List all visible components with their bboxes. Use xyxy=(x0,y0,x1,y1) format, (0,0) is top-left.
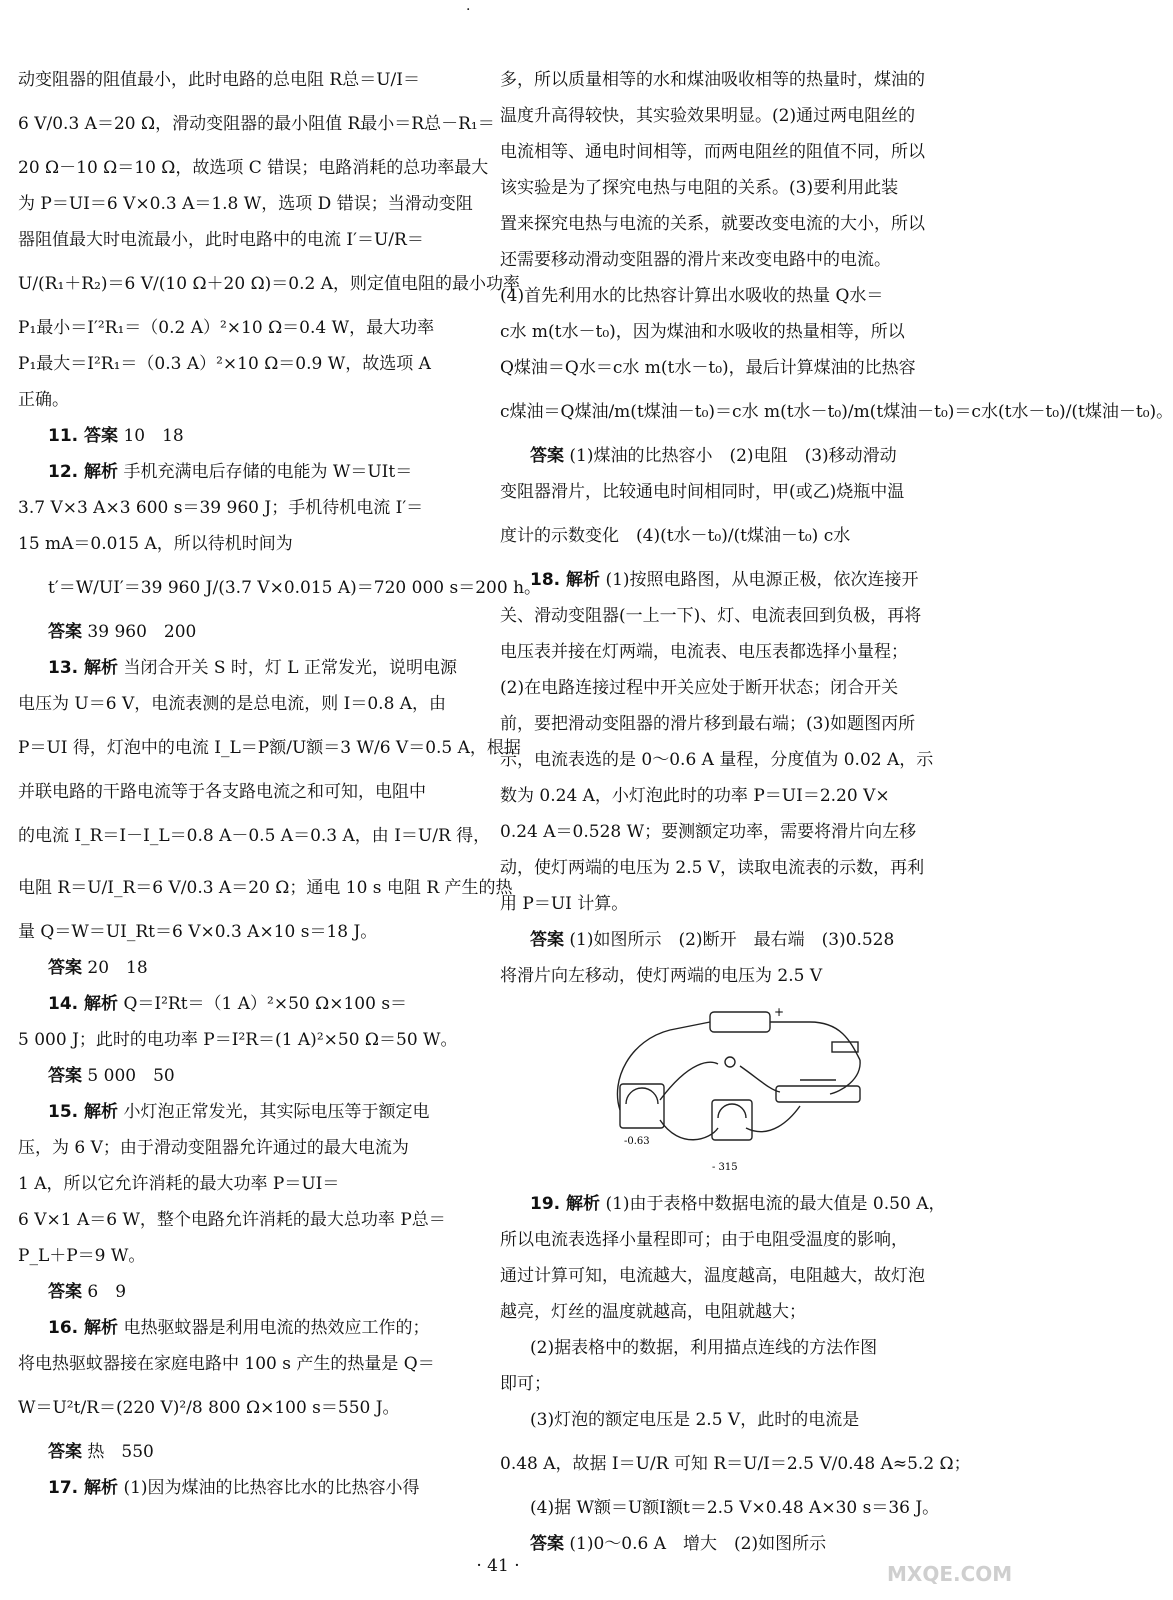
battery-plus-label: + xyxy=(774,1005,785,1019)
text-line xyxy=(18,150,489,186)
text-line xyxy=(18,986,480,1022)
text-line xyxy=(18,1022,480,1058)
text-line xyxy=(500,886,978,922)
text-line xyxy=(18,1310,480,1346)
line-text: (1)煤油的比热容小 (2)电阻 (3)移动滑动 xyxy=(569,446,897,466)
text-line xyxy=(18,1094,480,1130)
item-label: 答案 xyxy=(48,958,82,978)
text-line xyxy=(500,634,978,670)
text-line xyxy=(18,1382,480,1434)
line-text: (1)0～0.6 A 增大 (2)如图所示 xyxy=(569,1534,827,1554)
line-text: Q煤油＝Q水＝c水 m(t水－t₀)，最后计算煤油的比热容 xyxy=(500,358,916,378)
text-line xyxy=(18,1202,480,1238)
line-text: (4)首先利用水的比热容计算出水吸收的热量 Q水＝ xyxy=(500,286,884,306)
line-text: 并联电路的干路电流等于各支路电流之和可知，电阻中 xyxy=(18,782,426,802)
item-label: 15. 解析 xyxy=(48,1102,119,1122)
line-text: 多，所以质量相等的水和煤油吸收相等的热量时，煤油的 xyxy=(500,70,925,90)
line-text: P_L＋P＝9 W。 xyxy=(18,1246,146,1266)
text-line xyxy=(18,346,480,382)
page-number: · 41 · xyxy=(476,1556,520,1576)
item-label: 答案 xyxy=(48,1282,82,1302)
line-text: 10 18 xyxy=(123,426,184,446)
line-text: 该实验是为了探究电热与电阻的关系。(3)要利用此装 xyxy=(500,178,899,198)
line-text: 热 550 xyxy=(87,1442,154,1462)
line-text: 5 000 50 xyxy=(87,1066,175,1086)
text-line xyxy=(18,1470,480,1506)
item-label: 答案 xyxy=(48,1442,82,1462)
line-text: c水 m(t水－t₀)，因为煤油和水吸收的热量相等，所以 xyxy=(500,322,905,342)
line-text: 当闭合开关 S 时，灯 L 正常发光，说明电源 xyxy=(123,658,458,678)
line-text: P＝UI 得，灯泡中的电流 I_L＝P额/U额＝3 W/6 V＝0.5 A，根据 xyxy=(18,738,521,758)
text-line xyxy=(18,526,480,562)
line-text: 6 V×1 A＝6 W，整个电路允许消耗的最大总功率 P总＝ xyxy=(18,1210,446,1230)
text-line xyxy=(500,1222,978,1258)
text-line xyxy=(18,186,480,222)
text-line xyxy=(18,1346,480,1382)
text-line xyxy=(500,170,978,206)
text-line xyxy=(500,1402,978,1438)
line-text: (3)灯泡的额定电压是 2.5 V，此时的电流是 xyxy=(530,1410,860,1430)
item-label: 11. 答案 xyxy=(48,426,119,446)
line-text: 15 mA＝0.015 A，所以待机时间为 xyxy=(18,534,293,554)
text-line xyxy=(500,670,978,706)
item-label: 18. 解析 xyxy=(530,570,601,590)
line-text: 为 P＝UI＝6 V×0.3 A＝1.8 W，选项 D 错误；当滑动变阻 xyxy=(18,194,473,214)
text-line xyxy=(18,62,480,98)
line-text: 电阻 R＝U/I_R＝6 V/0.3 A＝20 Ω；通电 10 s 电阻 R 产生的热 xyxy=(18,878,513,898)
text-line xyxy=(18,490,480,526)
item-label: 17. 解析 xyxy=(48,1478,119,1498)
line-text: P₁最大＝I²R₁＝（0.3 A）²×10 Ω＝0.9 W，故选项 A xyxy=(18,354,431,374)
text-line xyxy=(18,774,480,810)
text-line xyxy=(18,418,480,454)
item-label: 14. 解析 xyxy=(48,994,119,1014)
text-line xyxy=(18,614,480,650)
text-line xyxy=(18,686,480,722)
text-line xyxy=(500,278,978,314)
text-line xyxy=(18,562,542,614)
text-line xyxy=(18,1238,480,1274)
line-text: 将滑片向左移动，使灯两端的电压为 2.5 V xyxy=(500,966,823,986)
text-line xyxy=(500,62,978,98)
line-text: 20 Ω－10 Ω＝10 Ω，故选项 C 错误；电路消耗的总功率最大 xyxy=(18,158,489,178)
line-text: 0.24 A＝0.528 W；要测额定功率，需要将滑片向左移 xyxy=(500,822,917,842)
line-text: 通过计算可知，电流越大，温度越高，电阻越大，故灯泡 xyxy=(500,1266,925,1286)
text-line xyxy=(500,706,978,742)
site-watermark: MXQE.COM xyxy=(887,1562,1013,1586)
line-text: 0.48 A，故据 I＝U/R 可知 R＝U/I＝2.5 V/0.48 A≈5.2 Ω； xyxy=(500,1454,971,1474)
line-text: (2)据表格中的数据，利用描点连线的方法作图 xyxy=(530,1338,878,1358)
text-line xyxy=(18,1274,480,1310)
line-text: 6 9 xyxy=(87,1282,127,1302)
text-line xyxy=(18,810,491,862)
item-label: 19. 解析 xyxy=(530,1194,601,1214)
line-text: 39 960 200 xyxy=(87,622,197,642)
text-line xyxy=(18,1058,480,1094)
circuit-figure xyxy=(500,1000,978,1176)
text-line xyxy=(500,98,978,134)
item-label: 答案 xyxy=(530,930,564,950)
text-line xyxy=(18,650,480,686)
text-line xyxy=(500,598,978,634)
text-line xyxy=(500,1366,978,1402)
text-line xyxy=(500,134,978,170)
line-text: Q＝I²Rt＝（1 A）²×50 Ω×100 s＝ xyxy=(123,994,408,1014)
line-text: 5 000 J；此时的电功率 P＝I²R＝(1 A)²×50 Ω＝50 W。 xyxy=(18,1030,458,1050)
line-text: 数为 0.24 A，小灯泡此时的功率 P＝UI＝2.20 V× xyxy=(500,786,890,806)
line-text: 所以电流表选择小量程即可；由于电阻受温度的影响， xyxy=(500,1230,908,1250)
line-text: 量 Q＝W＝UI_Rt＝6 V×0.3 A×10 s＝18 J。 xyxy=(18,922,378,942)
item-label: 答案 xyxy=(530,446,564,466)
text-line xyxy=(500,1330,978,1366)
text-line xyxy=(18,950,480,986)
line-text: 小灯泡正常发光，其实际电压等于额定电 xyxy=(123,1102,430,1122)
line-text: 示，电流表选的是 0～0.6 A 量程，分度值为 0.02 A，示 xyxy=(500,750,934,770)
text-line xyxy=(500,510,978,562)
line-text: (1)因为煤油的比热容比水的比热容小得 xyxy=(123,1478,420,1498)
line-text: 温度升高得较快，其实验效果明显。(2)通过两电阻丝的 xyxy=(500,106,916,126)
line-text: (1)由于表格中数据电流的最大值是 0.50 A， xyxy=(605,1194,946,1214)
text-line xyxy=(18,1434,480,1470)
text-line xyxy=(500,850,978,886)
text-line xyxy=(18,310,480,346)
text-line xyxy=(500,314,978,350)
text-line xyxy=(18,1130,480,1166)
line-text: 电流相等、通电时间相等，而两电阻丝的阻值不同，所以 xyxy=(500,142,925,162)
line-text: 动变阻器的阻值最小，此时电路的总电阻 R总＝U/I＝ xyxy=(18,70,420,90)
text-line xyxy=(18,1166,480,1202)
line-text: 还需要移动滑动变阻器的滑片来改变电路中的电流。 xyxy=(500,250,891,270)
line-text: 3.7 V×3 A×3 600 s＝39 960 J；手机待机电流 I′＝ xyxy=(18,498,424,518)
text-line xyxy=(18,382,480,418)
text-line xyxy=(18,222,480,258)
line-text: 用 P＝UI 计算。 xyxy=(500,894,629,914)
text-line xyxy=(18,914,480,950)
line-text: (4)据 W额＝U额I额t＝2.5 V×0.48 A×30 s＝36 J。 xyxy=(530,1498,940,1518)
text-line xyxy=(500,1438,978,1490)
line-text: c煤油＝Q煤油/m(t煤油－t₀)＝c水 m(t水－t₀)/m(t煤油－t₀)＝c水(t水－t₀)/(t煤油－t₀)。 xyxy=(500,402,1173,422)
text-line xyxy=(500,1186,978,1222)
voltmeter-scale-label: - 315 xyxy=(712,1162,738,1173)
text-line xyxy=(500,1258,978,1294)
top-mark: · xyxy=(466,2,471,18)
text-line xyxy=(500,958,978,994)
line-text: 动，使灯两端的电压为 2.5 V，读取电流表的示数，再利 xyxy=(500,858,925,878)
line-text: 正确。 xyxy=(18,390,69,410)
line-text: U/(R₁＋R₂)＝6 V/(10 Ω＋20 Ω)＝0.2 A，则定值电阻的最小功率 xyxy=(18,274,521,294)
item-label: 答案 xyxy=(530,1534,564,1554)
item-label: 12. 解析 xyxy=(48,462,119,482)
line-text: 变阻器滑片，比较通电时间相同时，甲(或乙)烧瓶中温 xyxy=(500,482,905,502)
line-text: 电压表并接在灯两端，电流表、电压表都选择小量程； xyxy=(500,642,908,662)
text-line xyxy=(18,454,480,490)
line-text: 关、滑动变阻器(一上一下)、灯、电流表回到负极，再将 xyxy=(500,606,922,626)
line-text: 电压为 U＝6 V，电流表测的是总电流，则 I＝0.8 A，由 xyxy=(18,694,447,714)
text-line xyxy=(18,258,521,310)
text-line xyxy=(18,722,521,774)
line-text: (2)在电路连接过程中开关应处于断开状态；闭合开关 xyxy=(500,678,899,698)
text-line xyxy=(500,814,978,850)
text-line xyxy=(500,242,978,278)
text-line xyxy=(500,206,978,242)
line-text: (1)按照电路图，从电源正极，依次连接开 xyxy=(605,570,919,590)
line-text: P₁最小＝I′²R₁＝（0.2 A）²×10 Ω＝0.4 W，最大功率 xyxy=(18,318,435,338)
line-text: 即可； xyxy=(500,1374,551,1394)
text-line xyxy=(500,474,978,510)
line-text: 6 V/0.3 A＝20 Ω，滑动变阻器的最小阻值 R最小＝R总－R₁＝ xyxy=(18,114,495,134)
line-text: 1 A，所以它允许消耗的最大功率 P＝UI＝ xyxy=(18,1174,340,1194)
line-text: t′＝W/UI′＝39 960 J/(3.7 V×0.015 A)＝720 000 s＝200 h。 xyxy=(48,578,542,598)
text-line xyxy=(500,438,978,474)
text-line xyxy=(500,350,978,386)
item-label: 16. 解析 xyxy=(48,1318,119,1338)
right-column xyxy=(500,62,1173,1562)
text-line xyxy=(18,98,495,150)
item-label: 答案 xyxy=(48,622,82,642)
text-line xyxy=(500,778,978,814)
text-line xyxy=(500,1490,978,1526)
line-text: 越亮，灯丝的温度就越高，电阻就越大； xyxy=(500,1302,806,1322)
line-text: 将电热驱蚊器接在家庭电路中 100 s 产生的热量是 Q＝ xyxy=(18,1354,435,1374)
line-text: 的电流 I_R＝I－I_L＝0.8 A－0.5 A＝0.3 A，由 I＝U/R 得， xyxy=(18,826,491,846)
line-text: 度计的示数变化 (4)(t水－t₀)/(t煤油－t₀) c水 xyxy=(500,526,851,546)
text-line xyxy=(500,1294,978,1330)
line-text: 20 18 xyxy=(87,958,148,978)
text-line xyxy=(18,862,513,914)
circuit-diagram xyxy=(600,1000,880,1176)
line-text: 前，要把滑动变阻器的滑片移到最右端；(3)如题图丙所 xyxy=(500,714,916,734)
text-line xyxy=(500,386,1173,438)
text-line xyxy=(500,562,978,598)
line-text: W＝U²t/R＝(220 V)²/8 800 Ω×100 s＝550 J。 xyxy=(18,1398,400,1418)
line-text: (1)如图所示 (2)断开 最右端 (3)0.528 xyxy=(569,930,895,950)
item-label: 13. 解析 xyxy=(48,658,119,678)
ammeter-scale-label: -0.63 xyxy=(624,1136,650,1147)
line-text: 器阻值最大时电流最小，此时电路中的电流 I′＝U/R＝ xyxy=(18,230,424,250)
line-text: 电热驱蚊器是利用电流的热效应工作的； xyxy=(123,1318,430,1338)
line-text: 置来探究电热与电流的关系，就要改变电流的大小，所以 xyxy=(500,214,925,234)
line-text: 手机充满电后存储的电能为 W＝UIt＝ xyxy=(123,462,413,482)
text-line xyxy=(500,922,978,958)
line-text: 压，为 6 V；由于滑动变阻器允许通过的最大电流为 xyxy=(18,1138,409,1158)
item-label: 答案 xyxy=(48,1066,82,1086)
text-line xyxy=(500,742,978,778)
